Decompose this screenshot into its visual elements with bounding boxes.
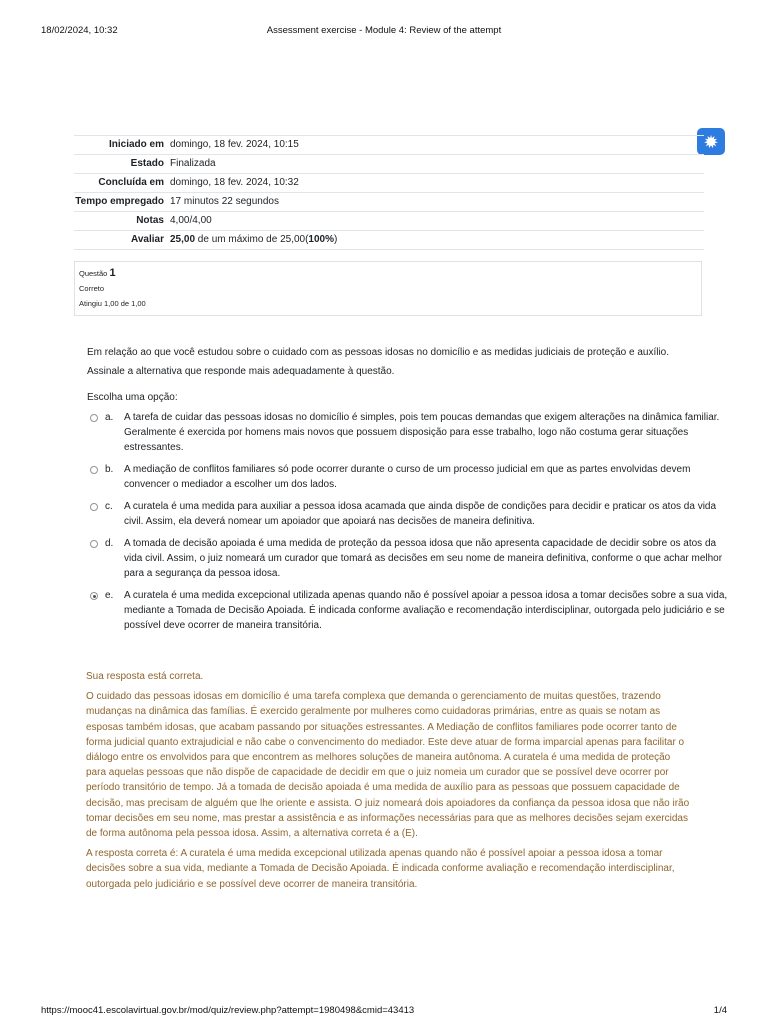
attempt-summary-table [74, 135, 704, 250]
option-letter-d: d. [105, 538, 114, 549]
accessibility-icon [702, 133, 720, 151]
radio-button-b[interactable] [90, 466, 98, 474]
time-label: Tempo empregado [75, 196, 164, 207]
completed-value: domingo, 18 fev. 2024, 10:32 [170, 177, 299, 188]
feedback-status: Sua resposta está correta. [86, 671, 204, 682]
summary-row-time [74, 192, 704, 211]
state-value: Finalizada [170, 158, 216, 169]
marks-value: 4,00/4,00 [170, 215, 212, 226]
feedback-explanation: O cuidado das pessoas idosas em domicílio é uma tarefa complexa que demanda o gerenciamento de muitas questões, trazendo mudanças na dinâmica das famílias. É exercido geralmente por mulheres como cuidadoras primárias, entre as quais se notam as esposas também idosas, que acabam passando por situações estressantes. A Mediação de conflitos familiares pode ocorrer tanto de forma judicial quanto extrajudicial e não cabe o convencimento do mediador. Este deve atuar de forma imparcial apenas para facilitar o diálogo entre os envolvidos para que encontrem as melhores soluções de maneira autônoma. A curatela é uma medida de proteção para aquelas pessoas que não dispõe de capacidade de decidir em que o juiz nomeia um curador que se possível deve ocorrer por período transitório de tempo. Já a tomada de decisão apoiada é uma medida de auxílio para as pessoas que possuem capacidade de decisão, mas precisam de alguém que lhe oriente e assista. O juiz nomeará dois apoiadores da confiança da pessoa idosa que não irão tomar decisões em seu nome, mas prestar a assistência e as informações necessárias para que as melhores decisões sejam exercidas de forma autônoma pela pessoa idosa. Assim, a alternativa correta é a (E). [86, 691, 690, 840]
grade-middle: de um máximo de 25,00( [195, 234, 309, 245]
summary-row-marks [74, 211, 704, 230]
answer-option-b[interactable] [87, 462, 729, 492]
question-mark: Atingiu 1,00 de 1,00 [79, 299, 146, 308]
state-label: Estado [130, 158, 164, 169]
radio-button-a[interactable] [90, 414, 98, 422]
grade-close: ) [334, 234, 338, 245]
started-label: Iniciado em [108, 139, 164, 150]
time-value: 17 minutos 22 segundos [170, 196, 279, 207]
print-date: 18/02/2024, 10:32 [41, 25, 118, 36]
marks-label: Notas [136, 215, 164, 226]
option-letter-a: a. [105, 412, 114, 423]
choose-option-prompt: Escolha uma opção: [87, 392, 178, 403]
option-letter-c: c. [105, 501, 113, 512]
print-url: https://mooc41.escolavirtual.gov.br/mod/quiz/review.php?attempt=1980498&cmid=43413 [41, 1005, 415, 1016]
option-text-b: A mediação de conflitos familiares só pode ocorrer durante o curso de um processo judicial em que as partes envolvidas devem convencer o mediador a escolher um dos lados. [124, 464, 691, 490]
print-page-title: Assessment exercise - Module 4: Review of the attempt [266, 25, 502, 36]
grade-percent: 100% [308, 234, 334, 245]
radio-button-e-selected[interactable] [90, 592, 98, 600]
grade-label: Avaliar [131, 234, 164, 245]
grade-score: 25,00 [170, 234, 196, 245]
option-letter-e: e. [105, 590, 114, 601]
started-value: domingo, 18 fev. 2024, 10:15 [170, 139, 299, 150]
summary-row-state [74, 154, 704, 173]
question-number: 1 [109, 267, 116, 279]
answer-option-a[interactable] [87, 410, 729, 455]
print-header [41, 25, 727, 39]
option-text-d: A tomada de decisão apoiada é uma medida de proteção da pessoa idosa que não apresenta capacidade de decidir sobre os atos da vida civil. Assim, o juiz nomeará um curador que tomará as decisões em seu nome de maneira definitiva, conforme o que achar melhor para a segurança da pessoa idosa. [124, 538, 723, 579]
summary-row-grade [74, 230, 704, 250]
answer-option-d[interactable] [87, 536, 729, 581]
option-letter-b: b. [105, 464, 114, 475]
radio-button-d[interactable] [90, 540, 98, 548]
radio-button-c[interactable] [90, 503, 98, 511]
option-text-c: A curatela é uma medida para auxiliar a pessoa idosa acamada que ainda dispõe de condições para decidir e praticar os atos da vida civil. Assim, ela deverá nomear um apoiador que apoiará nas decisões de maneira definitiva. [124, 501, 717, 527]
option-text-a: A tarefa de cuidar das pessoas idosas no domicílio é simples, pois tem poucas demandas que exigem alterações na dinâmica familiar. Geralmente é exercida por homens mais novos que possuem disposição para esse trabalho, logo não costuma gerar situações estressantes. [124, 412, 720, 453]
question-label: Questão [79, 269, 108, 278]
question-info-box [74, 261, 702, 316]
feedback-correct-answer: A resposta correta é: A curatela é uma medida excepcional utilizada apenas quando não é possível apoiar a pessoa idosa a tomar decisões sobre a sua vida, mediante a Tomada de Decisão Apoiada. É indicada conforme avaliação e recomendação interdisciplinar, outorgada pelo judiciário e se possível deve ocorrer de maneira transitória. [86, 848, 675, 890]
question-status: Correto [79, 284, 105, 293]
summary-row-started [74, 135, 704, 154]
grade-value [170, 231, 704, 249]
feedback-panel [86, 669, 692, 892]
answer-option-c[interactable] [87, 499, 729, 529]
question-text: Em relação ao que você estudou sobre o cuidado com as pessoas idosas no domicílio e as medidas judiciais de proteção e auxílio. Assinale a alternativa que responde mais adequadamente à questão. [87, 347, 670, 377]
print-footer [41, 1005, 727, 1019]
completed-label: Concluída em [98, 177, 164, 188]
summary-row-completed [74, 173, 704, 192]
option-text-e: A curatela é uma medida excepcional utilizada apenas quando não é possível apoiar a pessoa idosa a tomar decisões sobre a sua vida, mediante a Tomada de Decisão Apoiada. É indicada conforme avaliação e recomendação interdisciplinar, outorgada pelo judiciário e se possível deve ocorrer de maneira transitória. [124, 590, 728, 631]
answer-option-e[interactable] [87, 588, 729, 633]
print-page-number: 1/4 [713, 1005, 727, 1016]
